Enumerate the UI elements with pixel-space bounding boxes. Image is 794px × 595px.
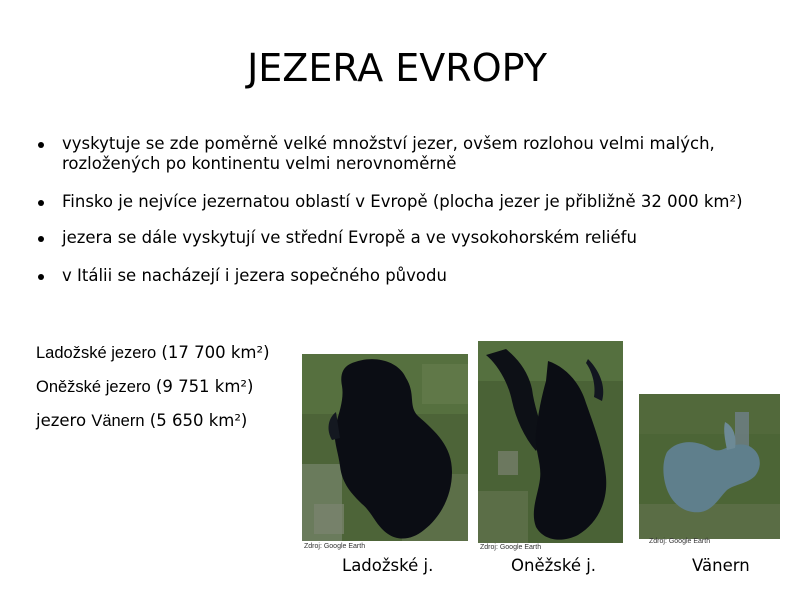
onega-satellite-image [478,341,623,543]
lake-list [36,343,270,445]
lake-name: Oněžské jezero [36,378,151,396]
lake-area: (9 751 km²) [150,377,254,396]
image-caption-onega: Oněžské j. [511,556,597,575]
ladoga-satellite-image [302,354,468,541]
lake-line-vanern: jezero Vänern (5 650 km²) [36,411,248,430]
lake-area: (5 650 km²) [144,411,248,430]
lake-name: Ladožské jezero [36,344,157,362]
lake-area: (17 700 km²) [156,343,270,362]
bullet-list [36,134,766,304]
lake-name: Vänern [91,412,145,430]
bullet-item: v Itálii se nacházejí i jezera sopečného původu [36,266,766,286]
image-credit: Zdroj: Google Earth [649,538,711,545]
image-caption-vanern: Vänern [692,556,750,575]
page-title: JEZERA EVROPY [247,46,547,90]
image-credit: Zdroj: Google Earth [480,544,542,551]
image-credit: Zdroj: Google Earth [304,543,366,550]
bullet-item: vyskytuje se zde poměrně velké množství jezer, ovšem rozlohou velmi malých, rozložených po kontinentu velmi nerovnoměrně [36,134,766,174]
bullet-item: Finsko je nejvíce jezernatou oblastí v Evropě (plocha jezer je přibližně 32 000 km²) [36,192,766,212]
lake-line-ladoga [36,343,270,363]
lake-line-onega [36,377,270,397]
image-caption-ladoga: Ladožské j. [342,556,434,575]
bullet-item: jezera se dále vyskytují ve střední Evropě a ve vysokohorském reliéfu [36,228,766,248]
vanern-satellite-image [639,394,780,539]
